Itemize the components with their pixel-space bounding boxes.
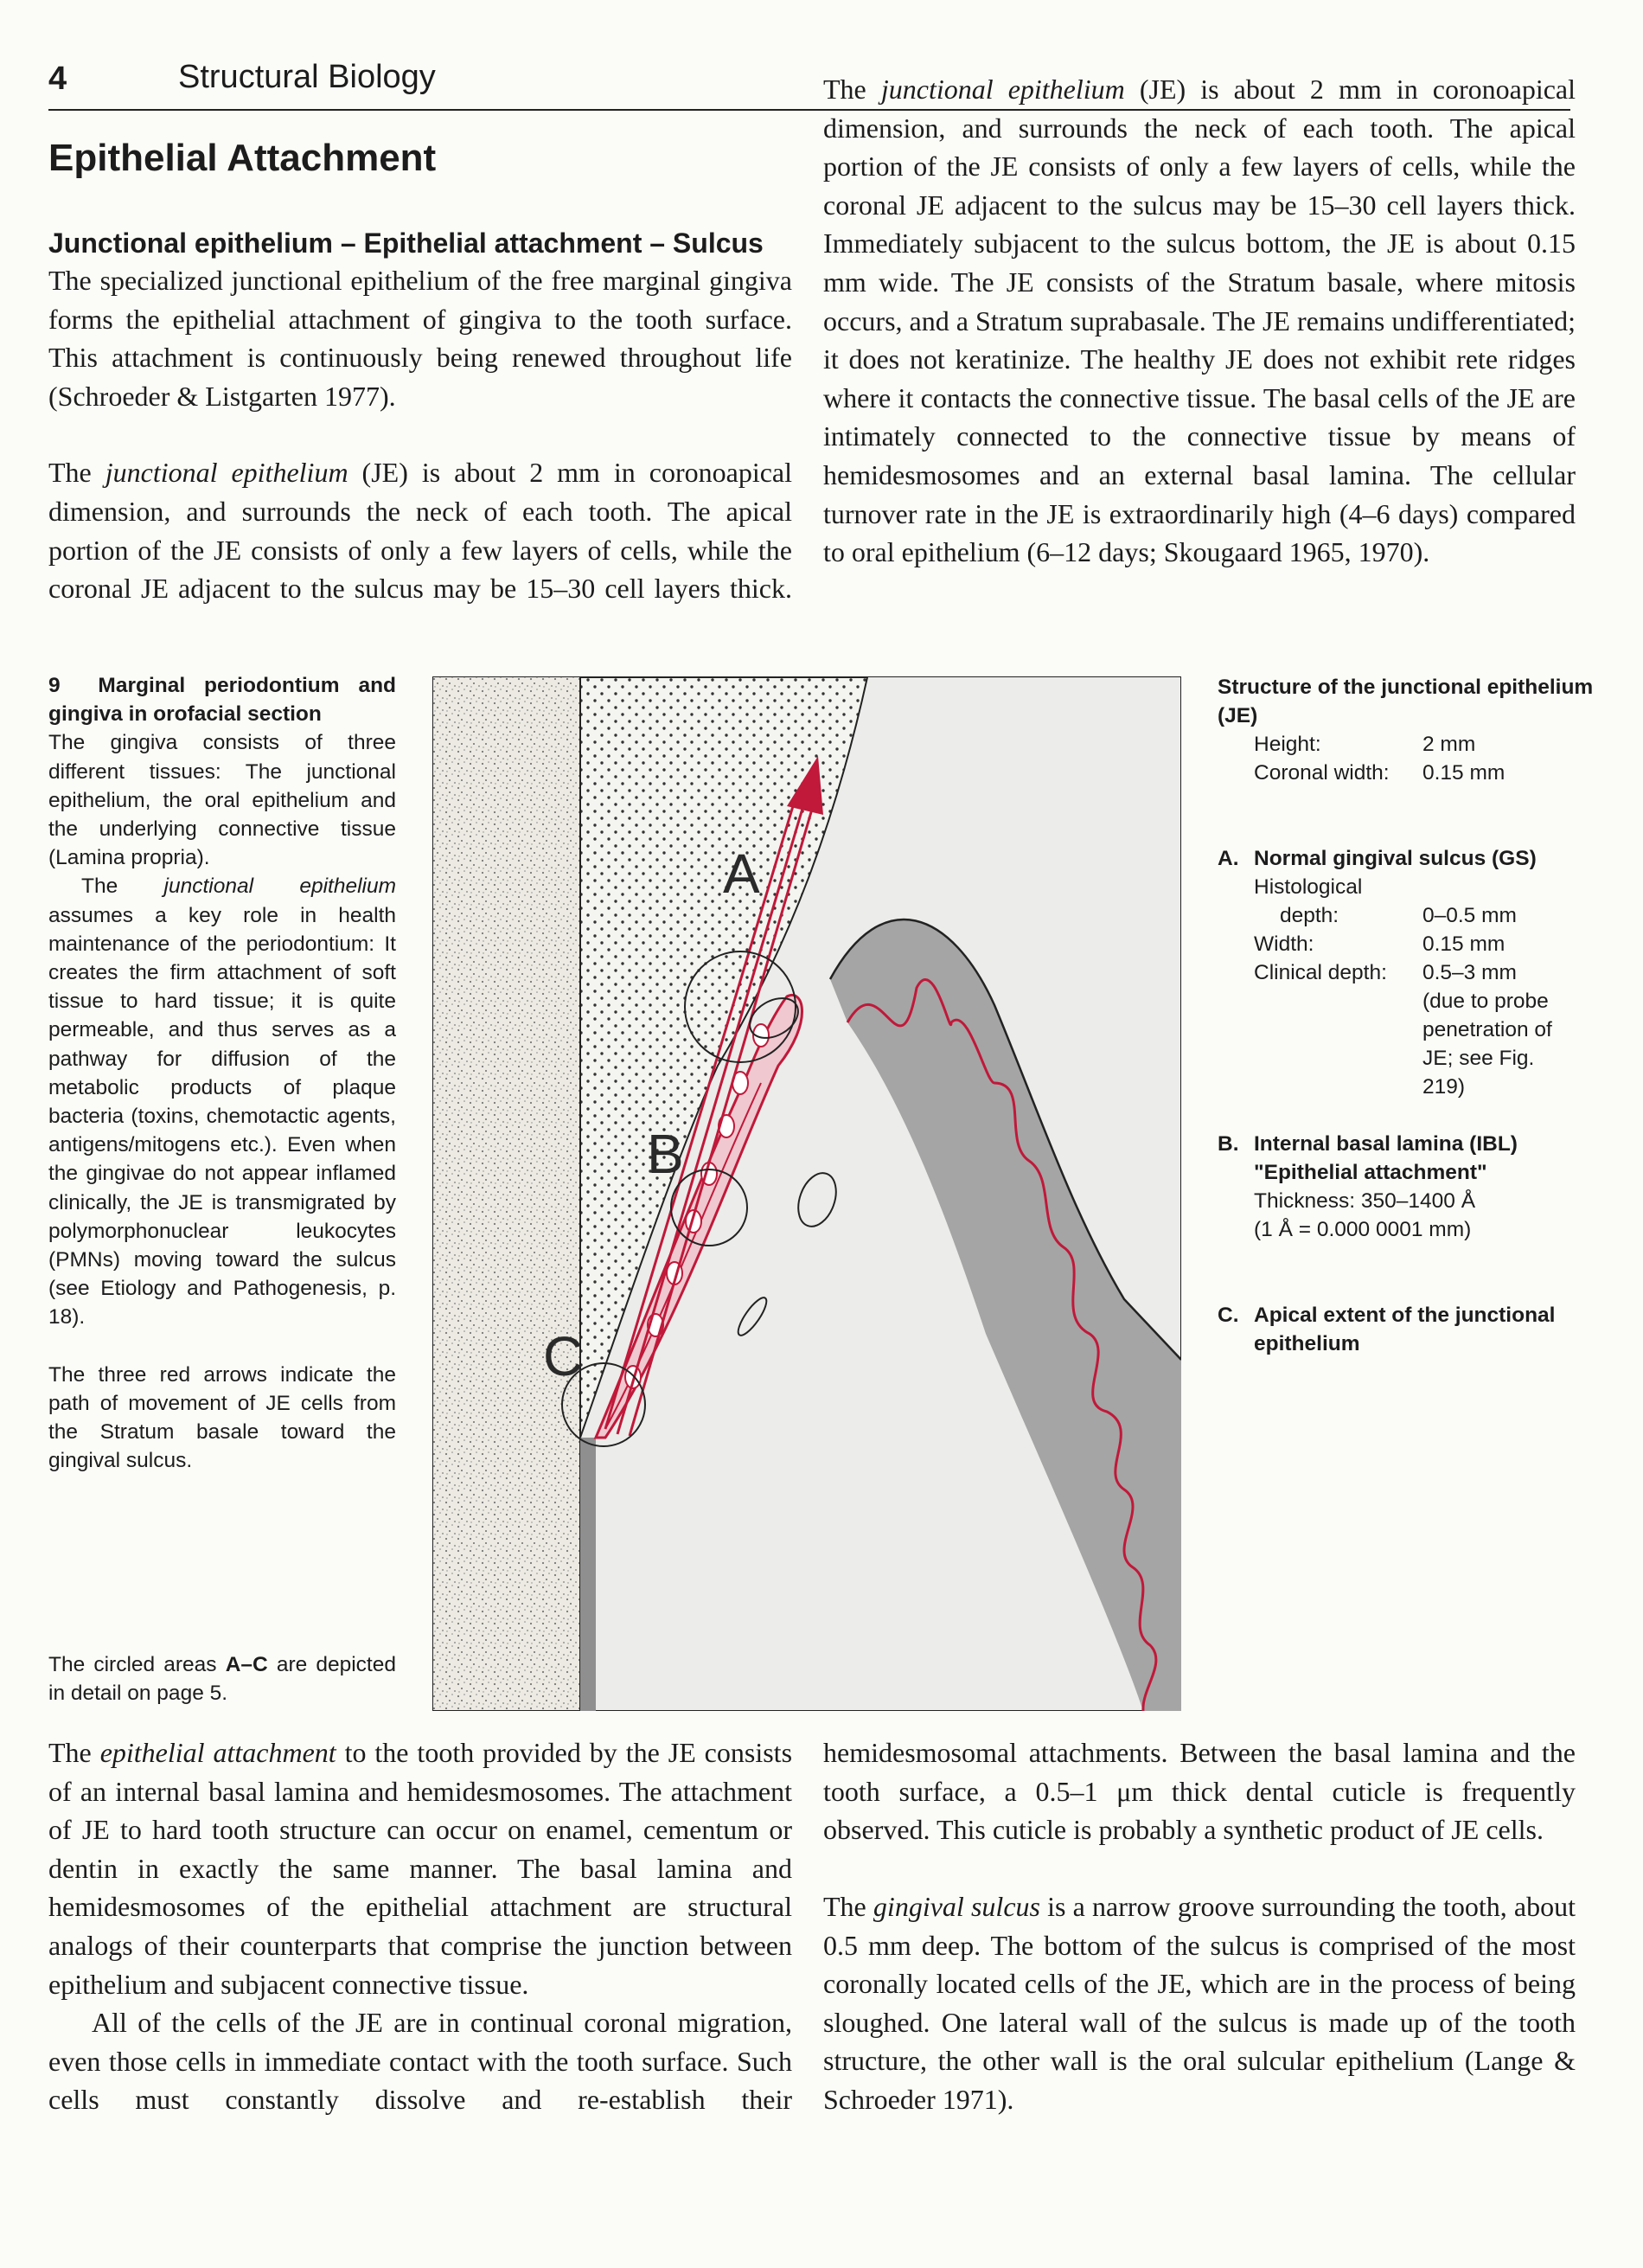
section-title: Epithelial Attachment [48,137,437,179]
intro-paragraph-2: The junctional epithelium (JE) is about 2 mm in coronoapical dimension, and surrounds the neck of each tooth. The apical portion of the JE consists of only a few layers of cells, while the coronal JE adjacent to the sulcus may be 15–30 cell layers thick. Immediately subjacent to the sulcus bottom, the JE is about 0.15 mm wide. The JE consists of the Stratum basale, where mitosis occurs, and a Stratum suprabasale. The JE remains undifferentiated; it does not keratinize. The healthy JE does not exhibit rete ridges where it contacts the connective tissue. The basal cells of the JE are intimately connected to the connective tissue by means of hemidesmosomes and an external basal lamina. The cellular turnover rate in the JE is extraordinarily high (4–6 days) compared to oral epithelium (6–12 days; Skougaard 1965, 1970). [823,74,1576,568]
intro-right-column [823,74,1576,688]
intro-paragraph-2-start: The junctional epithelium (JE) is about 2 mm in coronoapical dimension, and surrounds the neck of each tooth. The apical portion of the JE consists of only a few layers of cells, while the coronal JE adjacent to the sulcus may be 15–30 cell layers thick. [48,457,792,605]
bottom-paragraph-2-continued: hemidesmosomal attachments. Between the basal lamina and the tooth surface, a 0.5–1 μm thick dental cuticle is frequently observed. This cuticle is probably a synthetic product of JE cells. [823,1737,1576,1846]
emphasis-gingival-sulcus: gingival sulcus [873,1891,1040,1922]
figure-caption-p2: The junctional epithelium assumes a key role in health maintenance of the periodontium: It creates the firm attachment of soft tissue to hard tissue; it is quite permeable, and thus serves as a pathway for diffusion of the metabolic products of plaque bacteria (toxins, chemotactic agents, antigens/mitogens etc.). Even when the gingivae do not appear inflamed clinically, the JE is transmigrated by polymorphonuclear leukocytes (PMNs) moving toward the sulcus (see Etiology and Pathogenesis, p. 18). [48,875,396,1329]
emphasis-epithelial-attachment: epithelial attachment [99,1737,336,1768]
figure-note: The circled areas A–C are depicted in detail on page 5. [48,1653,396,1706]
emphasis-junctional-epithelium: junctional epithelium [105,457,348,489]
bottom-paragraph-2-start: All of the cells of the JE are in continual coronal migration, even those cells in immediate contact with the tooth surface. Such cells must constantly dissolve and re-establish their [48,2007,792,2116]
legend-item-a: A. Normal gingival sulcus (GS) [1218,847,1537,870]
figure-legend [1218,673,1607,1358]
legend-item-c: C. Apical extent of the junctional epithelium [1218,1304,1556,1355]
figure-caption-p3: The three red arrows indicate the path of movement of JE cells from the Stratum basale toward the gingival sulcus. [48,1362,396,1473]
subsection-heading: Junctional epithelium – Epithelial attachment – Sulcus [48,227,764,259]
label-a: A [723,842,760,905]
legend-row-coronal-width: Coronal width: 0.15 mm [1254,761,1506,785]
legend-item-b: B. Internal basal lamina (IBL) "Epithelial attachment" [1218,1132,1518,1184]
tooth-structure [433,677,580,1710]
figure-caption-title: 9 Marginal periodontium and gingiva in orofacial section [48,674,396,727]
intro-paragraph-1: The specialized junctional epithelium of the free marginal gingiva forms the epithelial attachment of gingiva to the tooth surface. This attachment is continuously being renewed throughout life (Schroeder & Listgarten 1977). [48,265,792,412]
figure-caption-p1: The gingiva consists of three different tissues: The junctional epithelium, the oral epithelium and the underlying connective tissue (Lamina propria). [48,731,396,870]
label-c: C [543,1325,584,1387]
bottom-left-column [48,1733,792,2119]
figure-caption [48,671,396,1475]
legend-a-details: Histological depth: 0–0.5 mm Width: 0.15 mm Clinical depth: 0.5–3 mm (due to probe penetration of JE; see Fig. 219) [1254,875,1552,1099]
running-title: Structural Biology [178,59,436,95]
page-number: 4 [48,61,67,97]
bottom-paragraph-1: The epithelial attachment to the tooth provided by the JE consists of an internal basal lamina and hemidesmosomes. The attachment of JE to hard tooth structure can occur on enamel, cementum or dentin in exactly the same manner. The basal lamina and hemidesmosomes of the epithelial attachment are structural analogs of their counterparts that comprise the junction between epithelium and subjacent connective tissue. [48,1737,793,2000]
label-b: B [647,1123,684,1185]
bottom-right-column [823,1733,1576,2119]
legend-b-details: Thickness: 350–1400 Å (1 Å = 0.000 0001 mm) [1254,1189,1476,1241]
legend-title: Structure of the junctional epithelium (JE) [1218,676,1594,727]
legend-row-height: Height: 2 mm [1254,733,1476,756]
intro-left-column [48,225,792,608]
bottom-paragraph-3: The gingival sulcus is a narrow groove surrounding the tooth, about 0.5 mm deep. The bottom of the sulcus is comprised of the most coronally located cells of the JE, which are in the process of being sloughed. One lateral wall of the sulcus is made up of the tooth structure, the other wall is the oral sulcular epithelium (Lange & Schroeder 1971). [823,1891,1576,2115]
gingiva-section-diagram [432,676,1181,1711]
